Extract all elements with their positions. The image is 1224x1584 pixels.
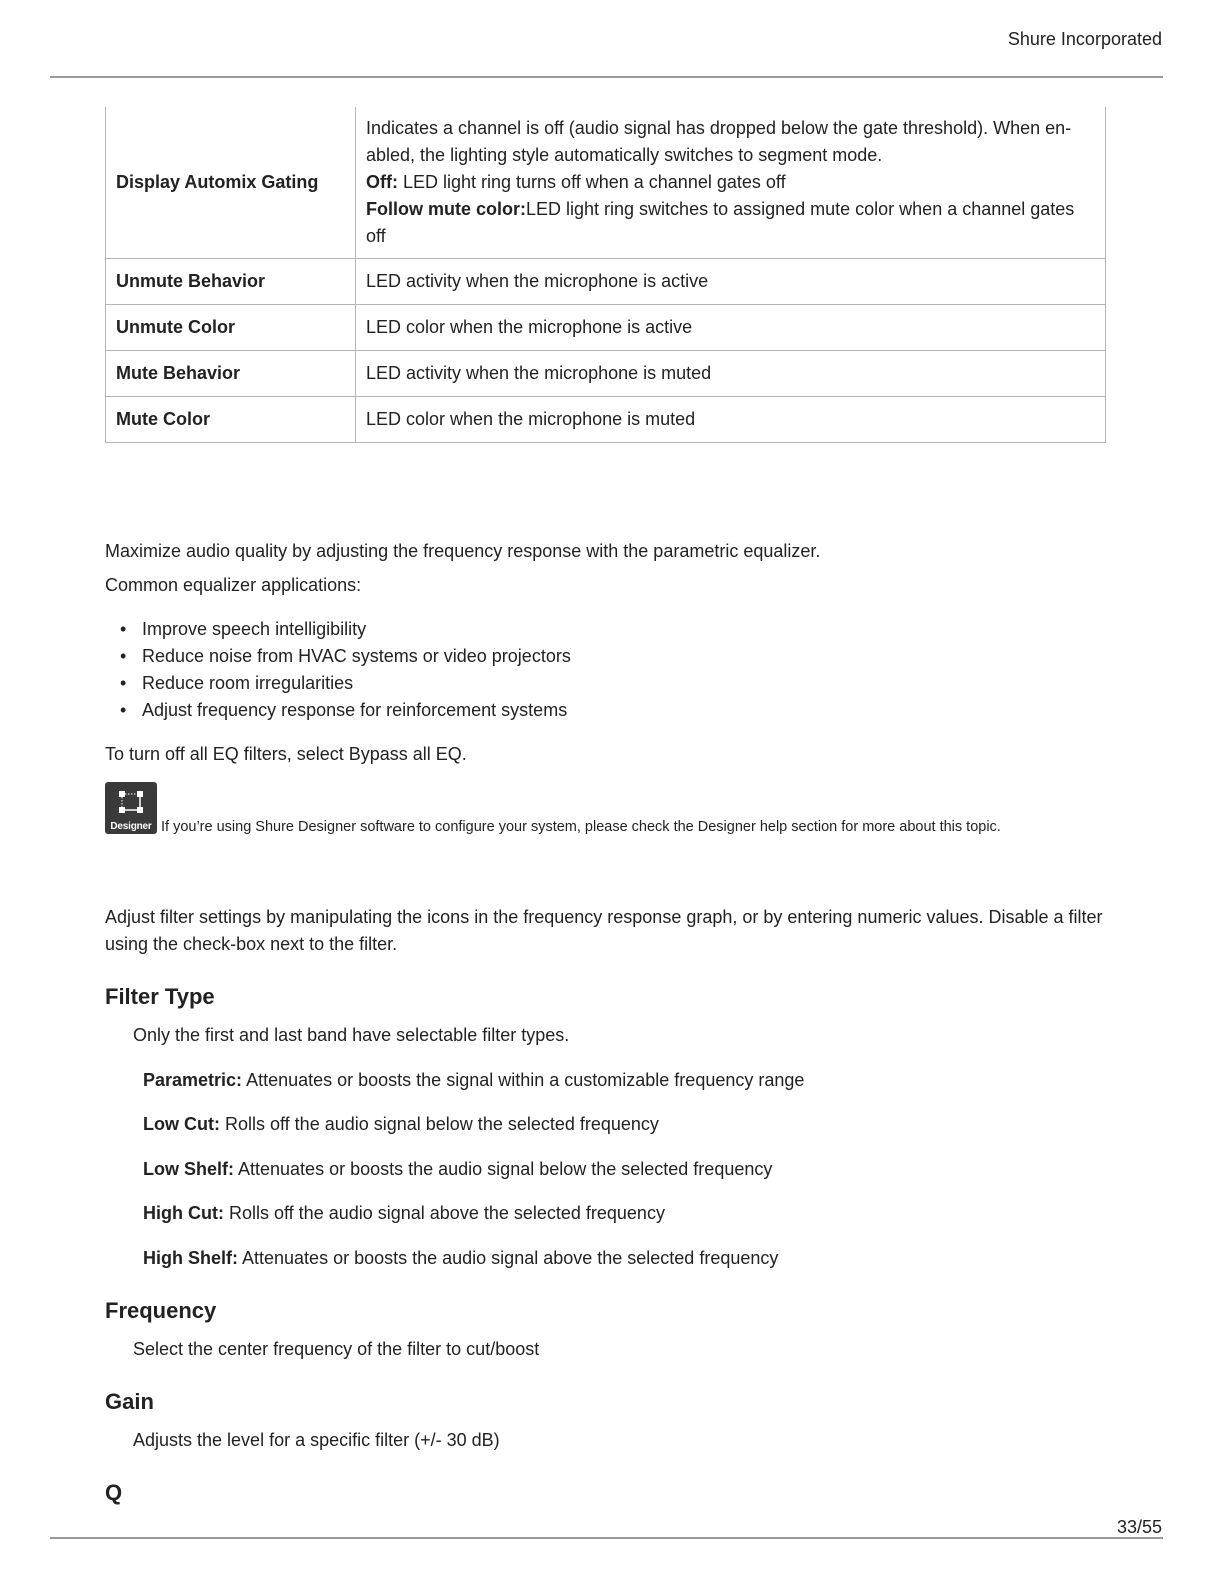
frequency-description: Select the center frequency of the filter to cut/boost [133,1339,540,1359]
list-item-text: Improve speech intelligibility [142,619,367,639]
instruction-line: Adjust filter settings by manipulating the icons in the frequency response graph, or by entering numeric values. Disable a filter [105,907,1103,927]
bullet-glyph: • [120,646,127,666]
filter-type-note: Only the first and last band have selectable filter types. [133,1025,570,1045]
footer-divider [50,1537,1163,1539]
designer-icon [118,789,144,815]
page-number: 33/55 [1116,1517,1162,1537]
list-item [120,643,571,670]
table-row [106,397,1106,443]
filter-type-high-cut [143,1200,1093,1227]
eq-applications-label: Common equalizer applications: [105,575,362,595]
setting-description: LED color when the microphone is muted [356,397,1106,443]
frequency-heading: Frequency [105,1298,217,1323]
filter-type-text: Attenuates or boosts the audio signal above the selected frequency [238,1248,779,1268]
designer-note [105,782,1001,834]
setting-name: Mute Behavior [106,351,356,397]
table-row [106,305,1106,351]
bullet-glyph: • [120,673,127,693]
led-settings-table [105,107,1106,443]
header-company: Shure Incorporated [1007,29,1162,49]
eq-intro: Maximize audio quality by adjusting the frequency response with the parametric equalizer. [105,541,821,561]
setting-description: LED activity when the microphone is muted [356,351,1106,397]
setting-name: Display Automix Gating [106,107,356,259]
setting-name: Mute Color [106,397,356,443]
table-row [106,259,1106,305]
description-line: Indicates a channel is off (audio signal has dropped below the gate threshold). When en- [366,118,1072,138]
filter-type-low-shelf [143,1156,1093,1183]
description-line: abled, the lighting style automatically switches to segment mode. [366,145,883,165]
instruction-line: using the check-box next to the filter. [105,934,398,954]
filter-type-label: Low Cut: [143,1114,220,1134]
list-item [120,697,571,724]
list-item-text: Adjust frequency response for reinforcement systems [142,700,568,720]
filter-type-heading: Filter Type [105,984,215,1009]
header-divider [50,76,1163,78]
setting-description [356,107,1106,259]
option-follow-mute-color [366,196,1095,250]
filter-type-low-cut [143,1111,1093,1138]
q-heading: Q [105,1480,123,1505]
filter-adjust-instructions [105,904,1105,958]
gain-heading: Gain [105,1389,154,1414]
designer-note-text: If you’re using Shure Designer software to configure your system, please check the Designer help section for more about this topic. [161,819,1001,835]
filter-type-text: Rolls off the audio signal above the selected frequency [223,1203,665,1223]
eq-applications-list [120,616,571,724]
setting-name: Unmute Color [106,305,356,351]
filter-type-label: High Shelf: [143,1248,238,1268]
table-row [106,351,1106,397]
designer-badge-label: Designer [110,821,152,832]
filter-type-label: Parametric: [143,1070,243,1090]
option-label: Follow mute color: [366,199,526,219]
bullet-glyph: • [120,619,127,639]
designer-badge [105,782,157,834]
filter-type-text: Rolls off the audio signal below the selected frequency [219,1114,659,1134]
option-off [366,169,1095,196]
list-item [120,616,571,643]
setting-name: Unmute Behavior [106,259,356,305]
option-text: LED light ring switches to assigned mute color when a channel gates off [366,199,1075,246]
bullet-glyph: • [120,700,127,720]
list-item [120,670,571,697]
filter-type-high-shelf [143,1245,1093,1272]
setting-description: LED activity when the microphone is active [356,259,1106,305]
filter-type-text: Attenuates or boosts the signal within a customizable frequency range [242,1070,805,1090]
gain-description: Adjusts the level for a specific filter (+/- 30 dB) [133,1430,500,1450]
list-item-text: Reduce noise from HVAC systems or video projectors [142,646,571,666]
filter-type-parametric [143,1067,1093,1094]
option-text: LED light ring turns off when a channel gates off [397,172,786,192]
table-row [106,107,1106,259]
filter-type-label: High Cut: [143,1203,224,1223]
bypass-eq-note: To turn off all EQ filters, select Bypass all EQ. [105,744,467,764]
filter-type-label: Low Shelf: [143,1159,234,1179]
filter-type-text: Attenuates or boosts the audio signal below the selected frequency [234,1159,773,1179]
list-item-text: Reduce room irregularities [142,673,354,693]
setting-description: LED color when the microphone is active [356,305,1106,351]
option-label: Off: [366,172,398,192]
